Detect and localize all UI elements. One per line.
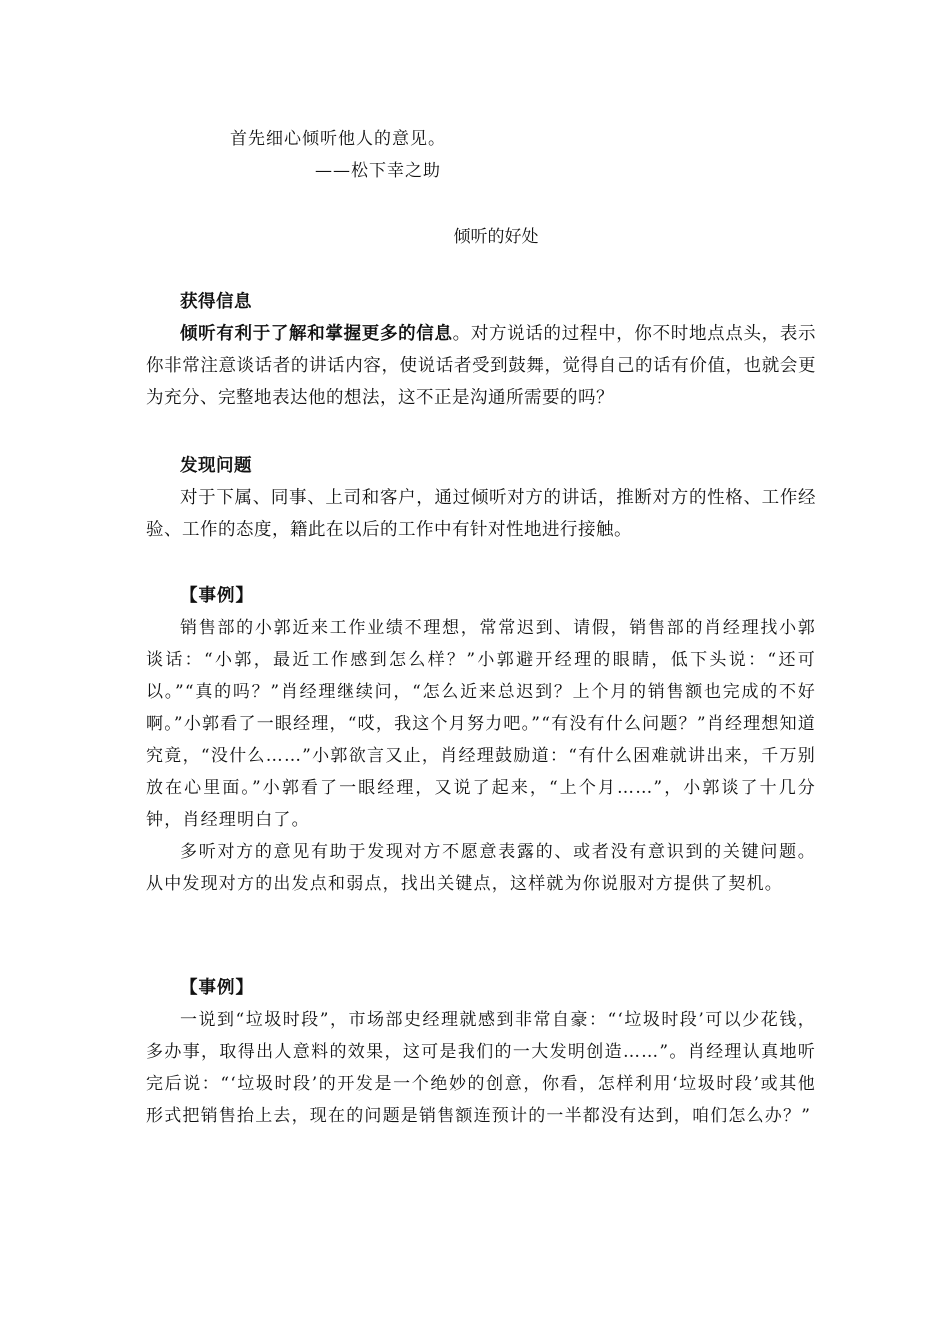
- section-paragraph: [146, 318, 816, 414]
- example-heading: 【事例】: [180, 978, 254, 998]
- section-find-problem: [146, 450, 816, 546]
- example-heading: 【事例】: [180, 586, 254, 606]
- lead-bold-text: 倾听有利于了解和掌握更多的信息: [180, 324, 453, 344]
- section-heading: 发现问题: [180, 456, 252, 476]
- epigraph-quote: 首先细心倾听他人的意见。: [230, 129, 446, 149]
- epigraph-author: ——松下幸之助: [315, 161, 441, 181]
- example-paragraph: 多听对方的意见有助于发现对方不愿意表露的、或者没有意识到的关键问题。从中发现对方的出发点和弱点，找出关键点，这样就为你说服对方提供了契机。: [146, 842, 816, 894]
- example-paragraph: 销售部的小郭近来工作业绩不理想，常常迟到、请假，销售部的肖经理找小郭谈话：“小郭，最近工作感到怎么样？”小郭避开经理的眼睛，低下头说：“还可以。”“真的吗？”肖经理继续问，“怎么近来总迟到？上个月的销售额也完成的不好啊。”小郭看了一眼经理，“哎，我这个月努力吧。”“有没有什么问题？”肖经理想知道究竟，“没什么……”小郭欲言又止，肖经理鼓励道：“有什么困难就讲出来，千万别放在心里面。”小郭看了一眼经理，又说了起来，“上个月……”，小郭谈了十几分钟，肖经理明白了。: [146, 618, 816, 830]
- section-get-info: [146, 286, 816, 414]
- section-heading: 获得信息: [180, 292, 252, 312]
- example-block-1: [146, 580, 816, 900]
- example-block-2: [146, 972, 816, 1132]
- paragraph-text: 。对方说话的过程中，你不时地点点头，表示你非常注意谈话者的讲话内容，使说话者受到鼓舞，觉得自己的话有价值，也就会更为充分、完整地表达他的想法，这不正是沟通所需要的吗？: [146, 324, 817, 408]
- section-title: 倾听的好处: [453, 227, 539, 247]
- example-paragraph: 一说到“垃圾时段”，市场部史经理就感到非常自豪：“‘垃圾时段’可以少花钱，多办事，取得出人意料的效果，这可是我们的一大发明创造……”。肖经理认真地听完后说：“‘垃圾时段’的开发是一个绝妙的创意，你看，怎样利用‘垃圾时段’或其他形式把销售抬上去，现在的问题是销售额连预计的一半都没有达到，咱们怎么办？”: [146, 1010, 816, 1126]
- section-paragraph: 对于下属、同事、上司和客户，通过倾听对方的讲话，推断对方的性格、工作经验、工作的态度，籍此在以后的工作中有针对性地进行接触。: [146, 488, 816, 540]
